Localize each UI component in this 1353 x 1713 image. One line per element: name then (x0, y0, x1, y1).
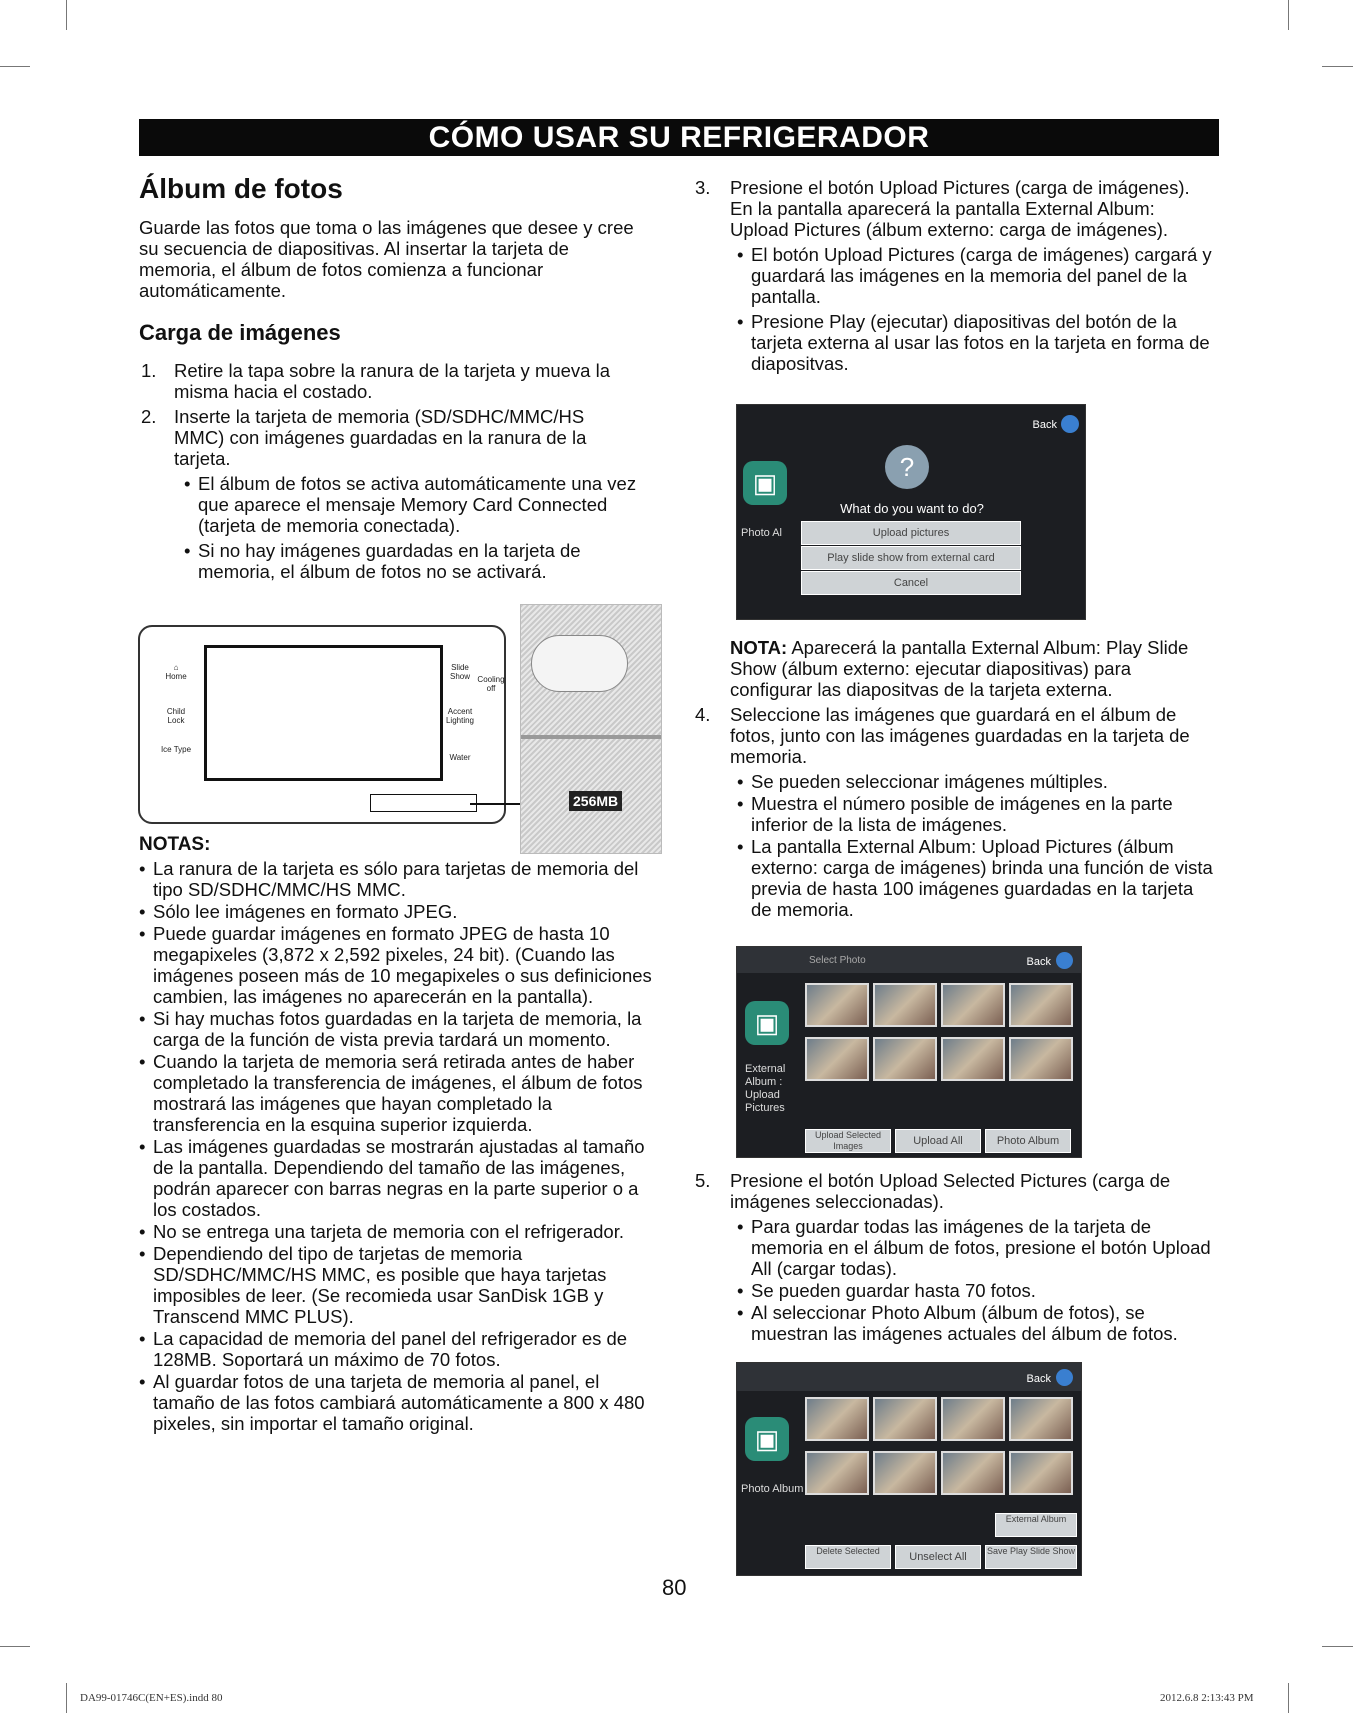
photo-album-screenshot (736, 1362, 1082, 1576)
note-item: • Al guardar fotos de una tarjeta de memoria al panel, el tamaño de las fotos cambiará automáticamente a 800 x 480 pixeles, sin importar el tamaño original. (139, 1371, 659, 1434)
nota-label: NOTA: (730, 637, 788, 658)
step-text: Seleccione las imágenes que guardará en el álbum de fotos, junto con las imágenes guardadas en la tarjeta de memoria. (730, 704, 1190, 767)
photo-thumbnail[interactable] (873, 1451, 937, 1495)
step-number: 3. (695, 177, 711, 198)
hand-shape (531, 635, 628, 692)
note-item: • La ranura de la tarjeta es sólo para tarjetas de memoria del tipo SD/SDHC/MMC/HS MMC. (139, 858, 659, 900)
panel-screen (204, 645, 443, 781)
step-4-block (695, 637, 1215, 920)
step-4 (695, 704, 1215, 767)
back-label: Back (1026, 1373, 1051, 1385)
step-text: Presione el botón Upload Selected Pictures (carga de imágenes seleccionadas). (730, 1170, 1171, 1212)
side-label: Photo Al (741, 527, 782, 539)
photo-thumbnail[interactable] (1009, 1397, 1073, 1441)
play-slideshow-button[interactable]: Play slide show from external card (801, 546, 1021, 570)
pointer-line (470, 803, 525, 805)
footer-timestamp: 2012.6.8 2:13:43 PM (1160, 1692, 1254, 1704)
photo-thumbnail[interactable] (1009, 1451, 1073, 1495)
home-label: ⌂ Home (165, 663, 187, 681)
bullet: • Para guardar todas las imágenes de la tarjeta de memoria en el álbum de fotos, presione el botón Upload All (cargar todas). (737, 1216, 1215, 1279)
photo-thumbnail[interactable] (873, 1037, 937, 1081)
back-icon (1056, 1369, 1073, 1386)
photo-thumbnail[interactable] (941, 1451, 1005, 1495)
upload-pictures-screenshot (736, 946, 1082, 1158)
back-label: Back (1026, 956, 1051, 968)
nota-text: Aparecerá la pantalla External Album: Play Slide Show (álbum externo: ejecutar diapositivas) para configurar las diapositvas de la tarjeta externa. (730, 637, 1189, 700)
note-item: • Si hay muchas fotos guardadas en la tarjeta de memoria, la carga de la función de vista previa tardará un momento. (139, 1008, 659, 1050)
note-item: • No se entrega una tarjeta de memoria con el refrigerador. (139, 1221, 659, 1242)
crop-mark (1288, 1683, 1289, 1713)
photo-divider (521, 735, 661, 739)
step-number: 1. (141, 360, 157, 381)
bullet: • El botón Upload Pictures (carga de imágenes) cargará y guardará las imágenes en la memoria del panel de la pantalla. (737, 244, 1215, 307)
photo-thumbnail[interactable] (941, 1397, 1005, 1441)
note-item: • Sólo lee imágenes en formato JPEG. (139, 901, 659, 922)
photo-thumbnail[interactable] (1009, 983, 1073, 1027)
accent-lighting-label: Accent Lighting (445, 707, 475, 725)
step-text: Presione el botón Upload Pictures (carga de imágenes). En la pantalla aparecerá la pantalla External Album: Upload Pictures (álbum externo: carga de imágenes). (730, 177, 1190, 240)
step-3-bullets (695, 244, 1215, 374)
upload-selected-button[interactable]: Upload Selected Images (805, 1129, 891, 1153)
page-title: Álbum de fotos (139, 173, 343, 204)
step-2-bullets (139, 473, 639, 582)
back-icon (1056, 952, 1073, 969)
bullet: • Se pueden seleccionar imágenes múltiples. (737, 771, 1215, 792)
section-banner: CÓMO USAR SU REFRIGERADOR (139, 119, 1219, 156)
bullet: • Presione Play (ejecutar) diapositivas del botón de la tarjeta externa al usar las fotos en la tarjeta en forma de diapositvas. (737, 311, 1215, 374)
bullet: • Si no hay imágenes guardadas en la tarjeta de memoria, el álbum de fotos no se activará. (184, 540, 639, 582)
step-number: 5. (695, 1170, 711, 1191)
select-photo-label: Select Photo (809, 955, 866, 966)
photo-thumbnail[interactable] (873, 983, 937, 1027)
upload-pictures-button[interactable]: Upload pictures (801, 521, 1021, 545)
crop-mark (66, 1683, 67, 1713)
step-5 (695, 1170, 1215, 1212)
side-label: External Album : Upload Pictures (745, 1063, 786, 1114)
step-1 (139, 360, 639, 402)
external-album-icon: ▣ (745, 1001, 789, 1045)
step-number: 2. (141, 406, 157, 427)
save-play-slideshow-button[interactable]: Save Play Slide Show (985, 1545, 1077, 1569)
footer-file: DA99-01746C(EN+ES).indd 80 (80, 1692, 223, 1704)
notes-heading: NOTAS: (139, 834, 211, 855)
slide-show-label: Slide Show (449, 663, 470, 681)
note-item: • Puede guardar imágenes en formato JPEG de hasta 10 megapixeles (3,872 x 2,592 pixeles, 24 bit). (Cuando las imágenes poseen más de 10 megapixeles o sus definiciones cambien, las imágenes no aparecerán en la pantalla). (139, 923, 659, 1007)
step-2 (139, 406, 639, 469)
cancel-button[interactable]: Cancel (801, 571, 1021, 595)
card-slot (370, 794, 477, 812)
photo-thumbnail[interactable] (805, 1451, 869, 1495)
photo-thumbnail[interactable] (873, 1397, 937, 1441)
bullet: • Al seleccionar Photo Album (álbum de fotos), se muestran las imágenes actuales del álbum de fotos. (737, 1302, 1215, 1344)
photo-thumbnail[interactable] (941, 1037, 1005, 1081)
step-5-bullets (695, 1216, 1215, 1344)
crop-mark (0, 1646, 30, 1647)
water-label: Water (449, 753, 471, 762)
unselect-all-button[interactable]: Unselect All (895, 1545, 981, 1569)
external-album-button[interactable]: External Album (995, 1513, 1077, 1537)
step-text: Inserte la tarjeta de memoria (SD/SDHC/MMC/HS MMC) con imágenes guardadas en la ranura de la tarjeta. (174, 406, 587, 469)
nota-paragraph (695, 637, 1215, 700)
question-icon: ? (885, 445, 929, 489)
bullet: • Muestra el número posible de imágenes en la parte inferior de la lista de imágenes. (737, 793, 1215, 835)
crop-mark (1288, 0, 1289, 30)
bullet: • La pantalla External Album: Upload Pictures (álbum externo: carga de imágenes) brinda una función de vista previa de hasta 100 imágenes guardadas en la tarjeta de memoria. (737, 836, 1215, 920)
note-item: • Cuando la tarjeta de memoria será retirada antes de haber completado la transferencia de imágenes, el álbum de fotos mostrará las imágenes que hayan completado la transferencia en la esquina superior izquierda. (139, 1051, 659, 1135)
card-insert-photo (520, 604, 662, 854)
control-panel-diagram (138, 625, 506, 824)
upload-dialog-screenshot (736, 404, 1086, 620)
child-lock-label: Child Lock (166, 707, 186, 725)
steps-list (139, 360, 639, 582)
upload-all-button[interactable]: Upload All (895, 1129, 981, 1153)
ice-type-label: Ice Type (160, 745, 192, 754)
memory-card: 256MB (569, 791, 622, 811)
intro-text: Guarde las fotos que toma o las imágenes que desee y cree su secuencia de diapositivas. Al insertar la tarjeta de memoria, el álbum de fotos comienza a funcionar automáticamente. (139, 217, 634, 301)
page-number: 80 (662, 1575, 687, 1600)
photo-thumbnail[interactable] (941, 983, 1005, 1027)
crop-mark (1322, 1646, 1353, 1647)
step-4-bullets (695, 771, 1215, 920)
bullet: • Se pueden guardar hasta 70 fotos. (737, 1280, 1215, 1301)
back-icon (1061, 415, 1079, 433)
photo-thumbnail[interactable] (1009, 1037, 1073, 1081)
photo-thumbnail[interactable] (805, 983, 869, 1027)
photo-album-icon: ▣ (745, 1417, 789, 1461)
intro-paragraph (139, 217, 639, 301)
side-label: Photo Album (741, 1483, 804, 1495)
delete-selected-button[interactable]: Delete Selected (805, 1545, 891, 1569)
bullet: • El álbum de fotos se activa automáticamente una vez que aparece el mensaje Memory Card Connected (tarjeta de memoria conectada). (184, 473, 639, 536)
step-3 (695, 177, 1215, 240)
back-label: Back (1032, 419, 1057, 431)
cooling-off-label: Cooling off (477, 675, 505, 693)
step-number: 4. (695, 704, 711, 725)
subtitle: Carga de imágenes (139, 320, 341, 345)
photo-album-button[interactable]: Photo Album (985, 1129, 1071, 1153)
crop-mark (1322, 66, 1353, 67)
dialog-question: What do you want to do? (840, 501, 984, 516)
crop-mark (0, 66, 30, 67)
step-3-block (695, 177, 1215, 374)
step-5-block (695, 1170, 1215, 1344)
note-item: • Las imágenes guardadas se mostrarán ajustadas al tamaño de la pantalla. Dependiendo del tamaño de las imágenes, podrán aparecer con barras negras en la parte superior o a los costados. (139, 1136, 659, 1220)
notes-list (139, 858, 659, 1434)
photo-thumbnail[interactable] (805, 1037, 869, 1081)
step-text: Retire la tapa sobre la ranura de la tarjeta y mueva la misma hacia el costado. (174, 360, 611, 402)
crop-mark (66, 0, 67, 30)
note-item: • Dependiendo del tipo de tarjetas de memoria SD/SDHC/MMC/HS MMC, es posible que haya tarjetas imposibles de leer. (Se recomieda usar SanDisk 1GB y Transcend MMC PLUS). (139, 1243, 659, 1327)
note-item: • La capacidad de memoria del panel del refrigerador es de 128MB. Soportará un máximo de 70 fotos. (139, 1328, 659, 1370)
photo-album-icon: ▣ (743, 461, 787, 505)
photo-thumbnail[interactable] (805, 1397, 869, 1441)
